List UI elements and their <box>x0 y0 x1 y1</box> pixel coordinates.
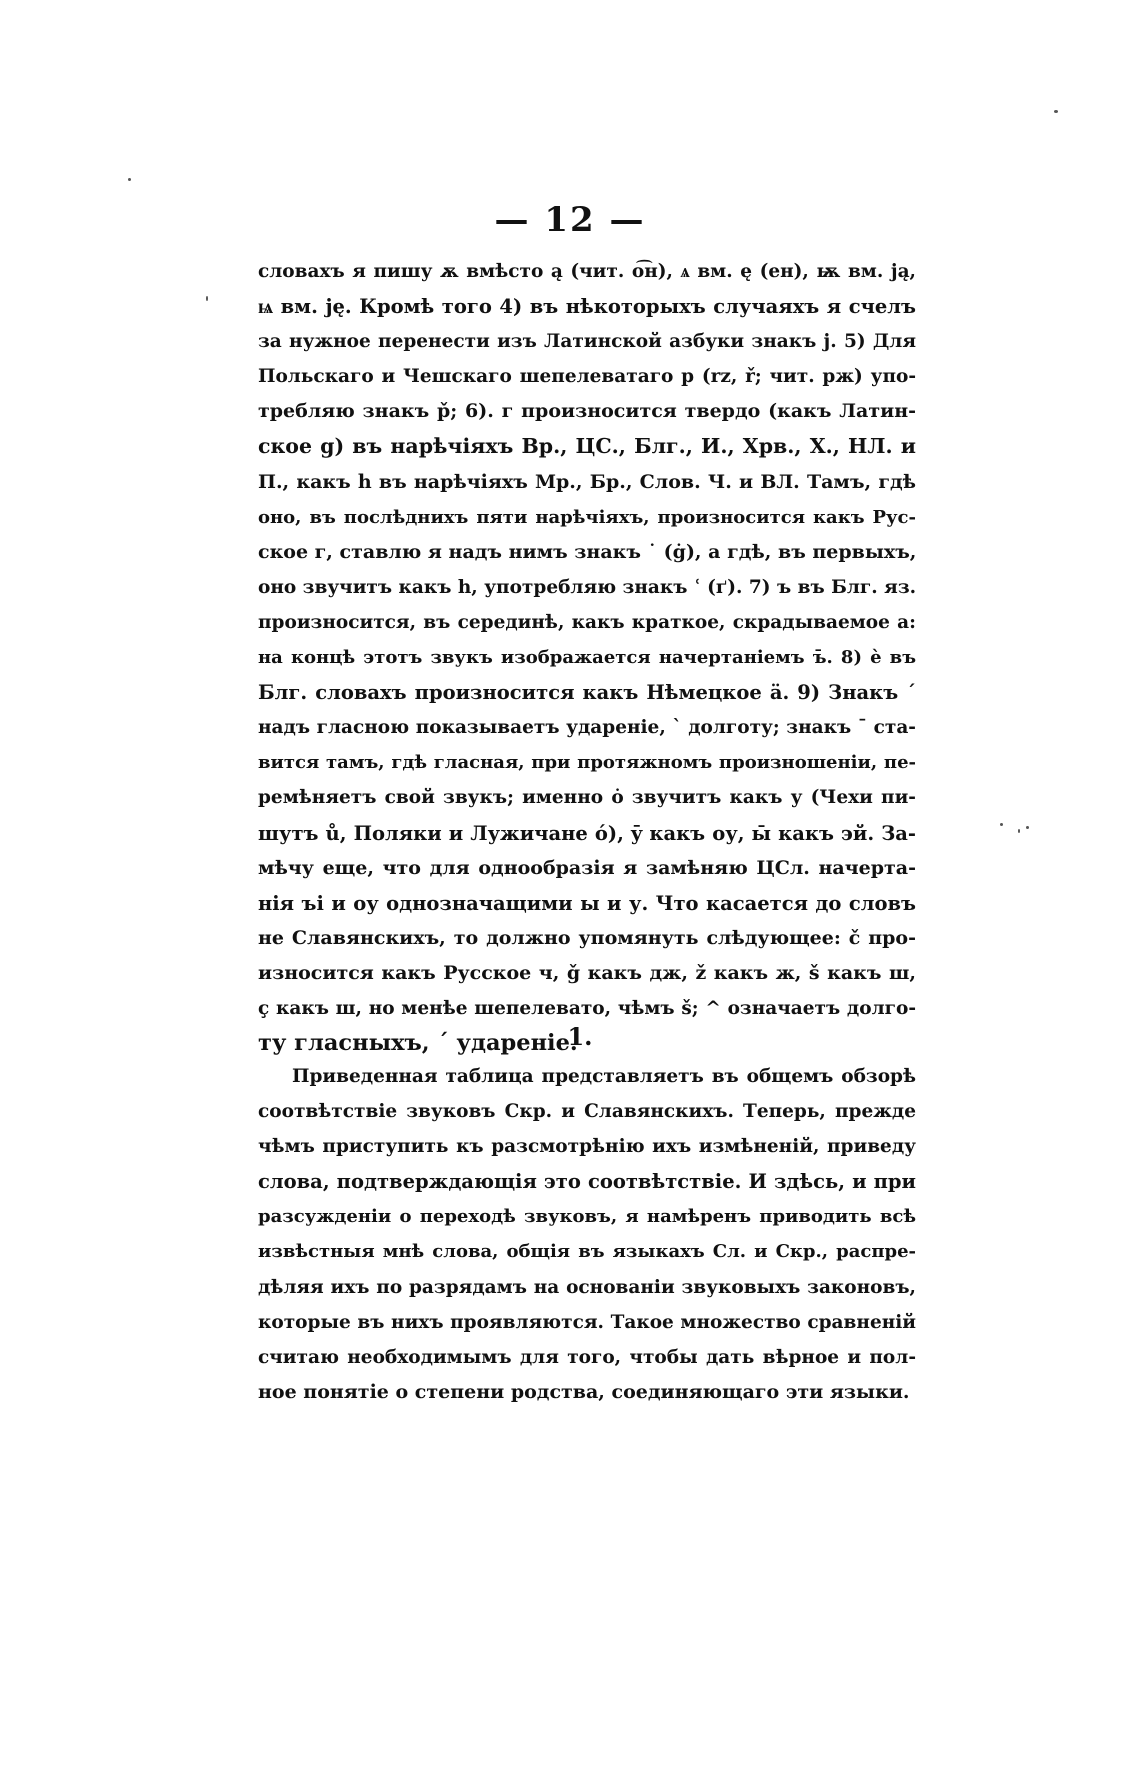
scan-speck <box>1026 826 1029 829</box>
text-line: слова, подтверждающія это соотвѣтствіе. И здѣсь, и при <box>258 1170 916 1194</box>
text-line: Блг. словахъ произносится какъ Нѣмецкое ä. 9) Знакъ ´ <box>258 681 916 705</box>
text-line: требляю знакъ р̌; 6). г произносится твердо (какъ Латин- <box>258 400 916 423</box>
text-line: оно, въ послѣднихъ пяти нарѣчіяхъ, произносится какъ Рус- <box>258 506 916 528</box>
scan-speck <box>206 296 208 301</box>
text-line: износится какъ Русское ч, ǧ какъ дж, ž какъ ж, š какъ ш, <box>258 961 916 984</box>
text-line: П., какъ h въ нарѣчіяхъ Мр., Бр., Слов. Ч. и ВЛ. Тамъ, гдѣ <box>258 470 916 493</box>
text-line: не Славянскихъ, то должно упомянуть слѣдующее: č про- <box>258 926 916 949</box>
text-line: ное понятіе о степени родства, соединяющаго эти языки. <box>258 1380 910 1403</box>
text-line: словахъ я пишу ѫ вмѣсто ą (чит. о͡н), ѧ вм. ę (ен), ѭ вм. ją, <box>258 261 916 282</box>
text-line: мѣчу еще, что для однообразія я замѣняю ЦСл. начерта- <box>258 856 916 879</box>
text-line: вится тамъ, гдѣ гласная, при протяжномъ произношеніи, пе- <box>258 752 916 774</box>
text-line: считаю необходимымъ для того, чтобы дать вѣрное и пол- <box>258 1346 916 1368</box>
text-line: оно звучитъ какъ h, употребляю знакъ ʿ (ґ). 7) ъ въ Блг. яз. <box>258 576 916 598</box>
text-line: на концѣ этотъ звукъ изображается начертаніемъ ъ̄. 8) ѐ въ <box>258 647 916 669</box>
text-line: которые въ нихъ проявляются. Такое множество сравненій <box>258 1311 916 1333</box>
text-line: соотвѣтствіе звуковъ Скр. и Славянскихъ. Теперь, прежде <box>258 1101 916 1123</box>
paragraph-table-introduction <box>258 1059 916 1410</box>
scan-speck <box>128 178 131 181</box>
text-line: надъ гласною показываетъ удареніе, ` долготу; знакъ ˉ ста- <box>258 717 916 739</box>
text-line: ремѣняетъ свой звукъ; именно ȯ звучитъ какъ у (Чехи пи- <box>258 787 916 809</box>
text-line: шутъ ů, Поляки и Лужичане ó), ȳ какъ оу, ы̄ какъ эй. За- <box>258 821 916 845</box>
text-line: Польскаго и Чешскаго шепелеватаго р (rz, ř; чит. рж) упо- <box>258 366 916 388</box>
text-line: разсужденіи о переходѣ звуковъ, я намѣренъ приводить всѣ <box>258 1206 916 1228</box>
paragraph-orthography-notes <box>258 254 916 1061</box>
scan-speck <box>1054 110 1058 113</box>
text-line: нія ъі и оу однозначащими ы и у. Что касается до словъ <box>258 891 916 915</box>
scan-speck <box>1018 829 1020 833</box>
text-line: ç какъ ш, но менѣе шепелевато, чѣмъ š; ^ означаетъ долго- <box>258 997 916 1019</box>
text-line: ское г, ставлю я надъ нимъ знакъ ˙ (ġ), а гдѣ, въ первыхъ, <box>258 540 916 563</box>
text-line: ѩ вм. ję. Кромѣ того 4) въ нѣкоторыхъ случаяхъ я счелъ <box>258 295 916 319</box>
text-line: извѣстныя мнѣ слова, общія въ языкахъ Сл. и Скр., распре- <box>258 1241 916 1263</box>
scan-speck <box>1000 823 1003 826</box>
text-line: дѣляя ихъ по разрядамъ на основаніи звуковыхъ законовъ, <box>258 1276 916 1298</box>
text-line: чѣмъ приступить къ разсмотрѣнію ихъ измѣненій, приведу <box>258 1136 916 1158</box>
text-line: за нужное перенести изъ Латинской азбуки знакъ j. 5) Для <box>258 331 916 353</box>
text-line: ское g) въ нарѣчіяхъ Вр., ЦС., Блг., И., Хрв., Х., НЛ. и <box>258 434 916 459</box>
section-number: 1. <box>567 1022 593 1051</box>
text-line: Приведенная таблица представляетъ въ общемъ обзорѣ <box>292 1066 916 1087</box>
text-line: произносится, въ серединѣ, какъ краткое, скрадываемое а: <box>258 611 916 633</box>
text-line: ту гласныхъ, ´ удареніе. <box>258 1030 578 1057</box>
page-number: — 12 — <box>494 200 646 240</box>
